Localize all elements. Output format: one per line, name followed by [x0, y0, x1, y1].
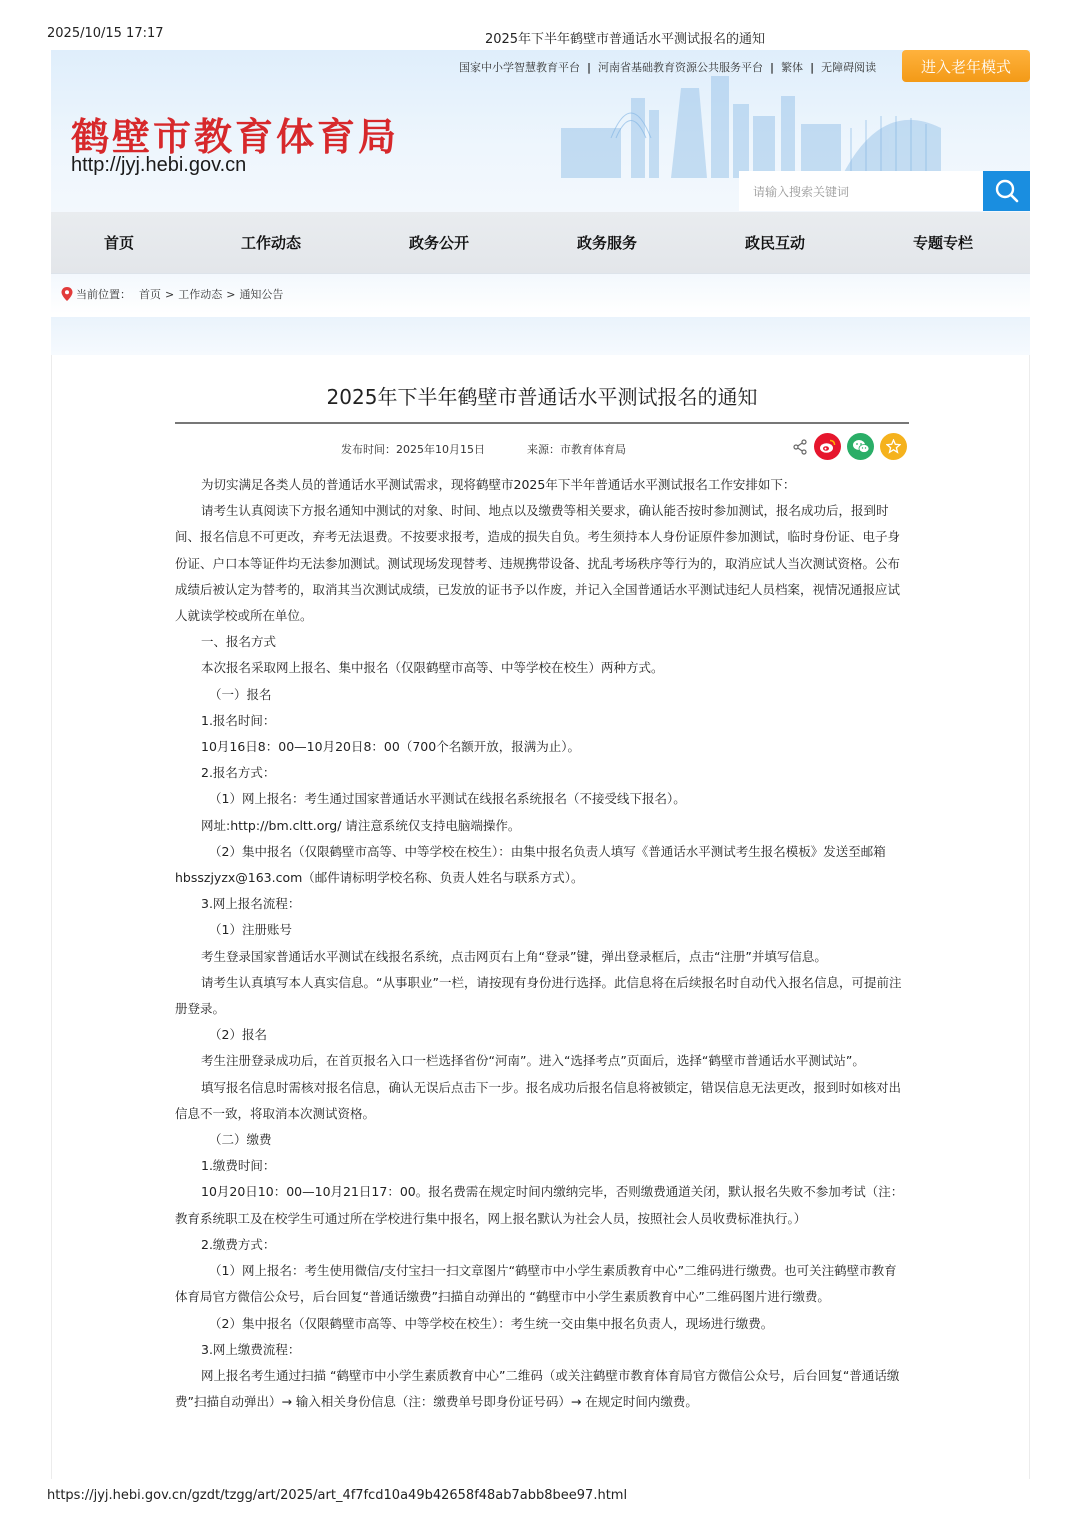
article-paragraph: 2.缴费方式：	[201, 1236, 276, 1252]
city-skyline-illustration	[521, 68, 951, 188]
nav-public-interaction[interactable]: 政民互动	[744, 234, 805, 252]
breadcrumb-notices[interactable]: 通知公告	[239, 288, 284, 301]
main-nav	[51, 212, 1030, 274]
article-paragraph: 1.报名时间：	[201, 712, 276, 728]
article	[175, 381, 909, 1415]
article-paragraph: 请考生认真填写本人真实信息。“从事职业”一栏，请按现有身份进行选择。此信息将在后续报名时自动代入报名信息，可提前注册登录。	[175, 974, 902, 1017]
nav-home[interactable]: 首页	[103, 234, 134, 252]
decorative-bar	[51, 317, 1030, 355]
top-link-national-platform[interactable]: 国家中小学智慧教育平台	[459, 61, 580, 74]
article-paragraph: （1）网上报名：考生使用微信/支付宝扫一扫文章图片“鹤壁市中小学生素质教育中心”二维码进行缴费。也可关注鹤壁市教育体育局官方微信公众号，后台回复“普通话缴费”扫描自动弹出的 “鹤壁市中小学生素质教育中心”二维码图片进行缴费。	[175, 1263, 897, 1305]
top-link-separator: |	[770, 60, 775, 74]
nav-government-services[interactable]: 政务服务	[576, 234, 637, 252]
article-paragraph: 本次报名采取网上报名、集中报名（仅限鹤壁市高等、中等学校在校生）两种方式。	[201, 660, 664, 676]
article-paragraph: 为切实满足各类人员的普通话水平测试需求，现将鹤壁市2025年下半年普通话水平测试报名工作安排如下：	[201, 477, 796, 492]
share-bar	[792, 433, 907, 460]
elder-mode-button[interactable]: 进入老年模式	[902, 50, 1030, 82]
subsection-heading: （二）缴费	[209, 1132, 272, 1148]
section-heading: 一、报名方式	[201, 634, 277, 650]
site-logo-url: http://jyj.hebi.gov.cn	[71, 154, 247, 176]
weibo-icon[interactable]	[814, 433, 841, 460]
registration-url[interactable]: 网址:http://bm.cltt.org/ 请注意系统仅支持电脑端操作。	[201, 817, 521, 833]
star-icon[interactable]	[880, 433, 907, 460]
subsection-heading: （一）报名	[209, 686, 272, 702]
breadcrumb-label: 当前位置：	[76, 288, 131, 301]
article-paragraph: 填写报名信息时需核对报名信息，确认无误后点击下一步。报名成功后报名信息将被锁定，错误信息无法更改，报到时如核对出信息不一致，将取消本次测试资格。	[175, 1079, 902, 1121]
search-icon	[994, 178, 1020, 204]
publish-date: 发布时间：2025年10月15日	[341, 443, 485, 456]
article-paragraph: 10月20日10：00—10月21日17：00。报名费需在规定时间内缴纳完毕，否则缴费通道关闭，默认报名失败不参加考试（注：教育系统职工及在校学生可通过所在学校进行集中报名，网上报名默认为社会人员，按照社会人员收费标准执行。）	[175, 1184, 904, 1226]
share-icon[interactable]	[792, 439, 808, 455]
article-source: 来源：市教育体育局	[527, 443, 626, 456]
article-paragraph: 2.报名方式：	[201, 765, 276, 781]
top-link-separator: |	[810, 60, 815, 74]
article-paragraph: 考生注册登录成功后，在首页报名入口一栏选择省份“河南”。进入“选择考点”页面后，选择“鹤壁市普通话水平测试站”。	[201, 1053, 865, 1069]
print-page-title: 2025年下半年鹤壁市普通话水平测试报名的通知	[484, 32, 766, 47]
article-paragraph: 请考生认真阅读下方报名通知中测试的对象、时间、地点以及缴费等相关要求，确认能否按时参加测试，报名成功后，报到时间、报名信息不可更改，弃考无法退费。不按要求报考，造成的损失自负。考生须持本人身份证原件参加测试，临时身份证、电子身份证、户口本等证件均无法参加测试。测试现场发现替考、违规携带设备、扰乱考场秩序等行为的，取消应试人当次测试资格。公布成绩后被认定为替考的，取消其当次测试成绩，已发放的证书予以作废，并记入全国普通话水平测试违纪人员档案，视情况通报应试人就读学校或所在单位。	[175, 503, 901, 624]
top-links	[459, 59, 876, 75]
site-logo-title[interactable]: 鹤壁市教育体育局	[71, 114, 400, 159]
site	[51, 50, 1030, 1479]
top-link-traditional[interactable]: 繁体	[781, 61, 804, 74]
article-paragraph: 网上报名考生通过扫描 “鹤壁市中小学生素质教育中心”二维码（或关注鹤壁市教育体育局官方微信公众号，后台回复“普通话缴费”扫描自动弹出）→ 输入相关身份信息（注：缴费单号即身份证号码）→ 在规定时间内缴费。	[175, 1367, 900, 1410]
nav-work-news[interactable]: 工作动态	[240, 234, 301, 252]
article-paragraph: 3.网上报名流程：	[201, 896, 301, 912]
breadcrumb-home[interactable]: 首页	[139, 288, 161, 301]
breadcrumb-work-news[interactable]: 工作动态	[178, 288, 223, 301]
wechat-icon[interactable]	[847, 433, 874, 460]
breadcrumb-separator: >	[226, 287, 236, 301]
header-banner	[51, 50, 1030, 212]
top-link-accessibility[interactable]: 无障碍阅读	[821, 61, 877, 74]
top-link-separator: |	[587, 60, 592, 74]
article-body	[175, 472, 909, 1415]
breadcrumb	[51, 274, 1030, 314]
top-link-henan-platform[interactable]: 河南省基础教育资源公共服务平台	[598, 61, 764, 74]
article-paragraph: （1）注册账号	[209, 922, 292, 938]
article-paragraph: （1）网上报名：考生通过国家普通话水平测试在线报名系统报名（不接受线下报名）。	[209, 791, 686, 807]
breadcrumb-separator: >	[165, 287, 175, 301]
print-footer-url: https://jyj.hebi.gov.cn/gzdt/tzgg/art/2025/art_4f7fcd10a49b42658f48ab7abb8bee97.html	[47, 1488, 628, 1503]
nav-government-affairs[interactable]: 政务公开	[408, 234, 469, 252]
article-container	[51, 355, 1030, 1479]
article-paragraph: （2）报名	[209, 1027, 267, 1043]
nav-special-topics[interactable]: 专题专栏	[912, 234, 973, 252]
search-input[interactable]: 请输入搜索关键词	[739, 171, 983, 211]
print-datetime: 2025/10/15 17:17	[47, 26, 164, 41]
article-title: 2025年下半年鹤壁市普通话水平测试报名的通知	[175, 381, 909, 424]
print-header	[0, 26, 1080, 46]
article-paragraph: （2）集中报名（仅限鹤壁市高等、中等学校在校生）：由集中报名负责人填写《普通话水平测试考生报名模板》发送至邮箱hbsszjyzx@163.com（邮件请标明学校名称、负责人姓名与联系方式）。	[175, 843, 886, 886]
article-paragraph: 考生登录国家普通话水平测试在线报名系统，点击网页右上角“登录”键，弹出登录框后，点击“注册”并填写信息。	[201, 948, 827, 964]
article-paragraph: （2）集中报名（仅限鹤壁市高等、中等学校在校生）：考生统一交由集中报名负责人，现场进行缴费。	[209, 1315, 774, 1331]
article-paragraph: 1.缴费时间：	[201, 1158, 276, 1174]
article-paragraph: 3.网上缴费流程：	[201, 1341, 301, 1357]
search-button[interactable]	[983, 171, 1030, 211]
location-pin-icon	[61, 287, 73, 301]
article-paragraph: 10月16日8：00—10月20日8：00（700个名额开放，报满为止）。	[201, 739, 580, 755]
article-meta	[175, 424, 909, 464]
